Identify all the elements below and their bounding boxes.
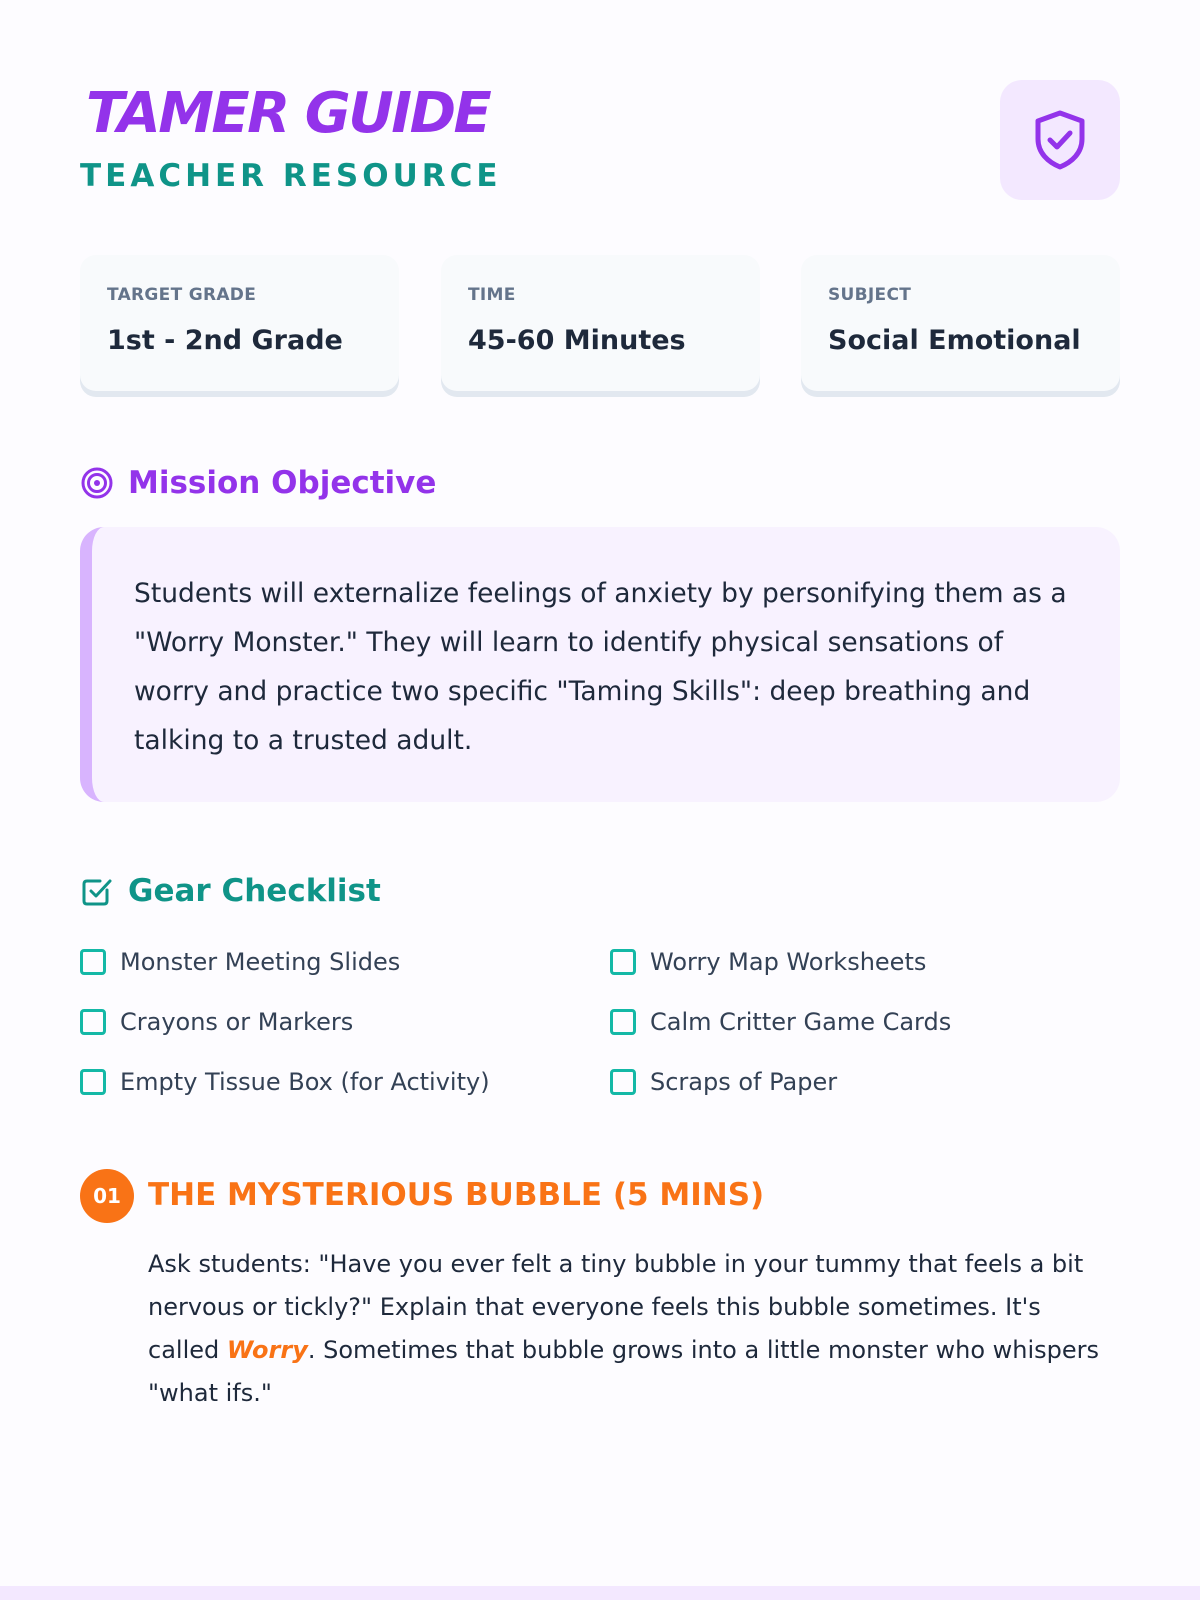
checkbox-icon (80, 874, 114, 908)
checklist-heading-text: Gear Checklist (128, 873, 381, 909)
step-body-emphasis: Worry (226, 1336, 308, 1364)
checklist-heading (80, 871, 381, 911)
checkbox[interactable] (610, 1009, 636, 1035)
checkbox[interactable] (80, 1069, 106, 1095)
objective-heading-text: Mission Objective (128, 465, 437, 501)
info-card-value: Social Emotional (828, 325, 1081, 356)
step-body-text: Ask students: "Have you ever felt a tiny bubble in your tummy that feels a bit nervous or tickly?" Explain that everyone feels this bubble sometimes. It's called (148, 1250, 1084, 1364)
page-subtitle: TEACHER RESOURCE (80, 158, 502, 194)
checkbox[interactable] (80, 1009, 106, 1035)
checklist-item[interactable] (80, 1066, 490, 1098)
objective-text: Students will externalize feelings of anxiety by personifying them as a "Worry Monster." They will learn to identify physical sensations of worry and practice two specific "Taming Skills": deep breathing and talking to a trusted adult. (134, 578, 1067, 756)
checklist-item[interactable] (610, 946, 926, 978)
checkbox[interactable] (610, 949, 636, 975)
checklist-item[interactable] (610, 1006, 951, 1038)
objective-box (80, 527, 1120, 802)
info-card-label: SUBJECT (828, 285, 912, 305)
target-icon (80, 466, 114, 500)
checklist-item[interactable] (80, 1006, 353, 1038)
info-card-value: 45-60 Minutes (468, 325, 686, 356)
objective-heading (80, 463, 436, 503)
checklist-item-label: Worry Map Worksheets (650, 948, 927, 976)
checklist-item-label: Empty Tissue Box (for Activity) (120, 1068, 490, 1096)
info-card-subject (801, 255, 1120, 391)
checklist-item-label: Monster Meeting Slides (120, 948, 401, 976)
info-card-label: TIME (468, 285, 516, 305)
checklist-item-label: Scraps of Paper (650, 1068, 838, 1096)
shield-badge (1000, 80, 1120, 200)
info-card-time (441, 255, 760, 391)
page-title: TAMER GUIDE (86, 81, 490, 146)
checklist-item[interactable] (80, 946, 400, 978)
checkbox[interactable] (80, 949, 106, 975)
footer-strip (0, 1586, 1200, 1600)
step-number-badge: 01 (80, 1169, 134, 1223)
info-card-value: 1st - 2nd Grade (107, 325, 343, 356)
step-title: THE MYSTERIOUS BUBBLE (5 MINS) (148, 1177, 765, 1213)
checklist-item-label: Crayons or Markers (120, 1008, 354, 1036)
checkbox[interactable] (610, 1069, 636, 1095)
info-card-label: TARGET GRADE (107, 285, 257, 305)
step-body (148, 1243, 1106, 1415)
shield-check-icon (1032, 109, 1088, 171)
info-card-grade (80, 255, 399, 391)
checklist-item[interactable] (610, 1066, 837, 1098)
checklist-item-label: Calm Critter Game Cards (650, 1008, 952, 1036)
step-body-text-end: . Sometimes that bubble grows into a little monster who whispers "what ifs." (148, 1336, 1100, 1407)
